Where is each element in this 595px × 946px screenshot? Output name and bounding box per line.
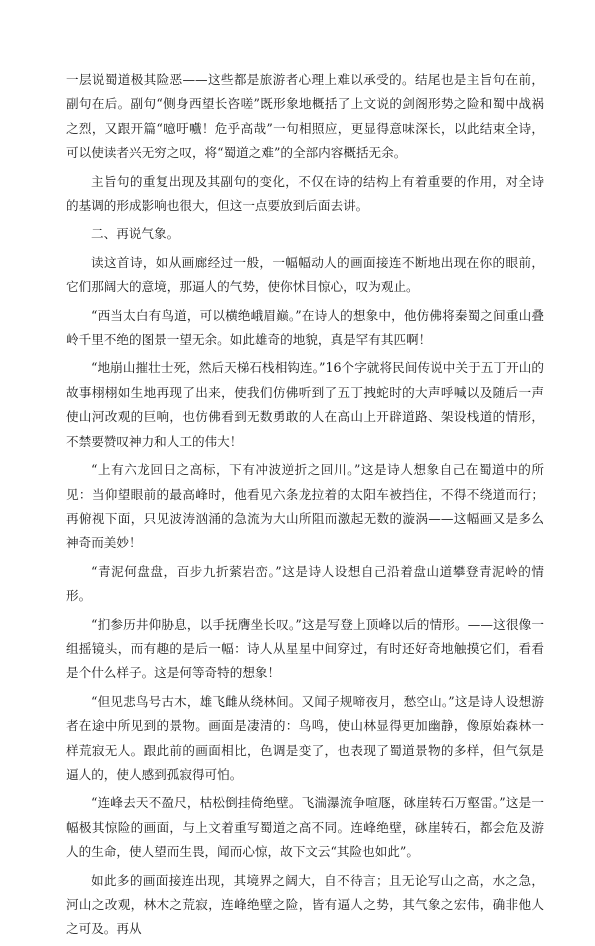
paragraph-1: 一层说蜀道极其险恶——这些都是旅游者心理上难以承受的。结尾也是主旨句在前，副句在后。副句“侧身西望长咨嗟”既形象地概括了上文说的剑阁形势之险和蜀中战祸之烈，又跟开篇“噫吁嚱！危乎高哉”一句相照应，更显得意味深长，以此结束全诗，可以使读者兴无穷之叹，将“蜀道之难”的全部内容概括无余。 — [66, 72, 544, 161]
paragraph-7: “青泥何盘盘，百步九折萦岩峦。”这是诗人设想自己沿着盘山道攀登青泥岭的情形。 — [66, 563, 544, 604]
paragraph-6: “上有六龙回日之高标，下有冲波逆折之回川。”这是诗人想象自己在蜀道中的所见：当仰望眼前的最高峰时，他看见六条龙拉着的太阳车被挡住，不得不绕道而行；再俯视下面，只见波涛汹涌的急流为大山所阻而激起无数的漩涡——这幅画又是多么神奇而美妙！ — [66, 462, 544, 551]
paragraph-3: 读这首诗，如从画廊经过一般，一幅幅动人的画面接连不断地出现在你的眼前，它们那阔大的意境，那逼人的气势，使你怵目惊心，叹为观止。 — [66, 254, 544, 295]
paragraph-11: 如此多的画面接连出现，其境界之阔大，自不待言；且无论写山之高，水之急，河山之改观，林木之荒寂，连峰绝壁之险，皆有逼人之势，其气象之宏伟，确非他人之可及。再从 — [66, 872, 544, 937]
paragraph-4: “西当太白有鸟道，可以横绝峨眉巅。”在诗人的想象中，他仿佛将秦蜀之间重山叠岭千里不绝的图景一望无余。如此雄奇的地貌，真是罕有其匹啊！ — [66, 307, 544, 348]
paragraph-8: “扪参历井仰胁息，以手抚膺坐长叹。”这是写登上顶峰以后的情形。——这很像一组摇镜头，而有趣的是后一幅：诗人从星星中间穿过，有时还好奇地触摸它们，看看是个什么样子。这是何等奇特的想象！ — [66, 616, 544, 681]
paragraph-5: “地崩山摧壮士死，然后天梯石栈相钩连。”16个字就将民间传说中关于五丁开山的故事栩栩如生地再现了出来，使我们仿佛听到了五丁拽蛇时的大声呼喊以及随后一声使山河改观的巨响，也仿佛看到无数勇敢的人在高山上开辟道路、架设栈道的情形，不禁要赞叹神力和人工的伟大！ — [66, 360, 544, 449]
paragraph-9: “但见悲鸟号古木，雄飞雌从绕林间。又闻子规啼夜月，愁空山。”这是诗人设想游者在途中所见到的景物。画面是凄清的：鸟鸣，使山林显得更加幽静，像原始森林一样荒寂无人。跟此前的画面相比，色调是变了，也表现了蜀道景物的多样，但气氛是逼人的，使人感到孤寂得可怕。 — [66, 693, 544, 782]
paragraph-10: “连峰去天不盈尺，枯松倒挂倚绝壁。飞湍瀑流争喧豗，砯崖转石万壑雷。”这是一幅极其惊险的画面，与上文着重写蜀道之高不同。连峰绝壁，砯崖转石，都会危及游人的生命，使人望而生畏，闻而心惊，故下文云“其险也如此”。 — [66, 795, 544, 860]
section-heading: 二、再说气象。 — [91, 226, 180, 242]
paragraph-2: 主旨句的重复出现及其副句的变化，不仅在诗的结构上有着重要的作用，对全诗的基调的形成影响也很大，但这一点要放到后面去讲。 — [66, 173, 544, 214]
document-page — [66, 68, 544, 946]
